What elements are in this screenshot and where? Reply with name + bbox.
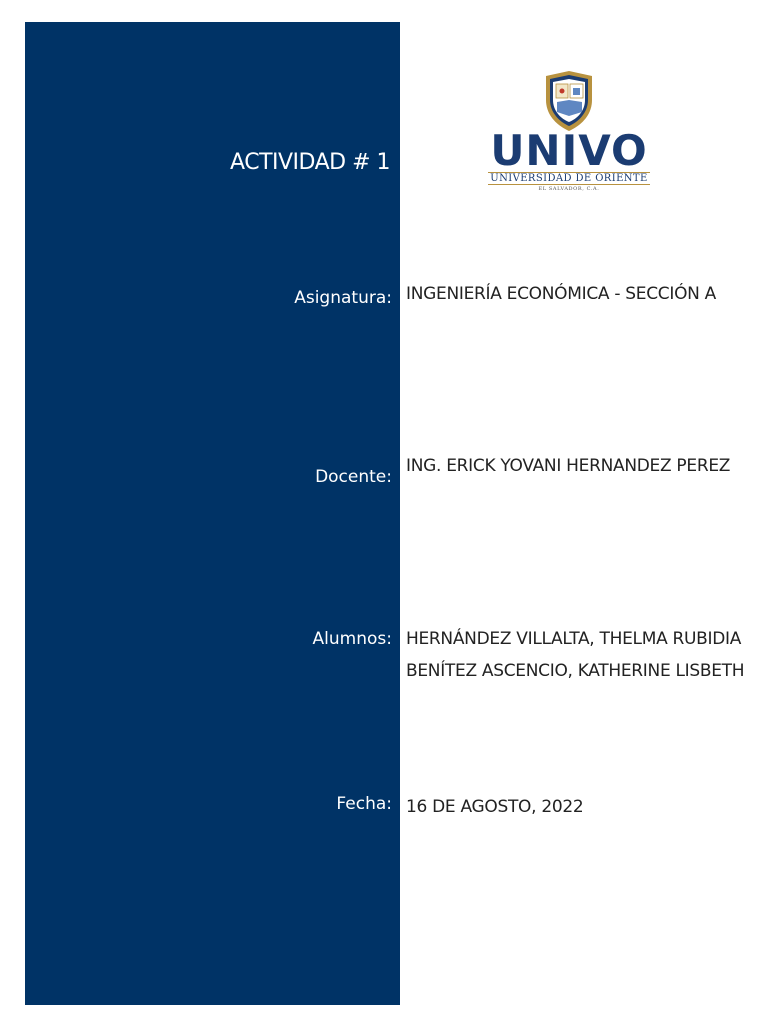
docente-label: Docente: [315,467,392,487]
document-title: ACTIVIDAD # 1 [230,150,390,175]
alumno-1-value: HERNÁNDEZ VILLALTA, THELMA RUBIDIA [406,629,742,649]
fecha-label: Fecha: [336,794,392,814]
asignatura-value: INGENIERÍA ECONÓMICA - SECCIÓN A [406,284,717,304]
alumno-2-value: BENÍTEZ ASCENCIO, KATHERINE LISBETH [406,661,745,681]
alumnos-label: Alumnos: [312,629,392,649]
logo-subtitle: UNIVERSIDAD DE ORIENTE [488,172,650,185]
docente-value: ING. ERICK YOVANI HERNANDEZ PEREZ [406,456,731,476]
university-logo [488,70,650,196]
fecha-value: 16 DE AGOSTO, 2022 [406,797,584,817]
asignatura-label: Asignatura: [294,288,392,308]
logo-location: EL SALVADOR, C.A. [538,186,600,192]
logo-wordmark: UNIVO [490,126,648,175]
shield-crest-icon [542,70,596,132]
